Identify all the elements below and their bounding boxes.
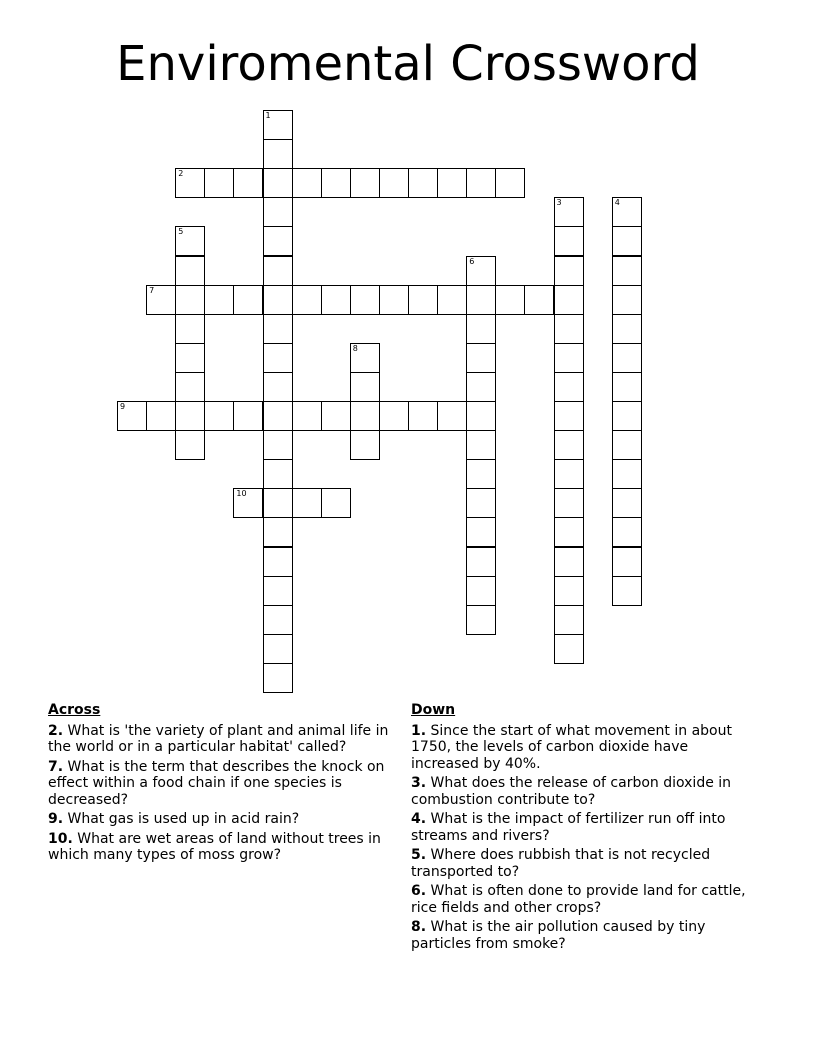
grid-cell[interactable] [466, 285, 496, 315]
grid-cell[interactable] [263, 226, 293, 256]
grid-cell[interactable] [466, 517, 496, 547]
across-clue [48, 831, 393, 864]
grid-cell[interactable] [554, 314, 584, 344]
grid-cell[interactable] [379, 401, 409, 431]
grid-cell[interactable] [612, 343, 642, 373]
grid-cell[interactable] [350, 401, 380, 431]
grid-cell[interactable] [466, 343, 496, 373]
grid-cell[interactable] [321, 401, 351, 431]
grid-cell[interactable] [175, 256, 205, 286]
clue-text: What is often done to provide land for cattle, rice fields and other crops? [411, 883, 746, 916]
grid-cell[interactable] [233, 285, 263, 315]
grid-cell[interactable] [612, 459, 642, 489]
across-clues [48, 702, 393, 867]
grid-cell[interactable] [263, 343, 293, 373]
cell-number: 2 [178, 169, 184, 179]
cell-number: 4 [614, 198, 620, 208]
grid-cell[interactable] [350, 372, 380, 402]
grid-cell[interactable] [204, 401, 234, 431]
grid-cell[interactable] [612, 401, 642, 431]
cell-number: 6 [469, 256, 475, 266]
clue-number: 10. [48, 830, 73, 847]
down-clue [411, 847, 756, 880]
clue-text: Where does rubbish that is not recycled transported to? [411, 847, 711, 880]
grid-cell[interactable] [554, 576, 584, 606]
grid-cell[interactable] [117, 401, 147, 431]
grid-cell[interactable] [612, 576, 642, 606]
grid-cell[interactable] [175, 285, 205, 315]
grid-cell[interactable] [175, 314, 205, 344]
grid-cell[interactable] [263, 663, 293, 693]
grid-cell[interactable] [350, 343, 380, 373]
grid-cell[interactable] [554, 197, 584, 227]
clue-text: Since the start of what movement in about 1750, the levels of carbon dioxide have increased by 40%. [411, 722, 732, 772]
down-clue [411, 723, 756, 773]
grid-cell[interactable] [292, 168, 322, 198]
down-clue [411, 919, 756, 952]
grid-cell[interactable] [437, 401, 467, 431]
grid-cell[interactable] [263, 168, 293, 198]
grid-cell[interactable] [554, 256, 584, 286]
grid-cell[interactable] [233, 488, 263, 518]
clue-number: 8. [411, 919, 427, 935]
grid-cell[interactable] [175, 343, 205, 373]
grid-cell[interactable] [292, 488, 322, 518]
grid-cell[interactable] [554, 430, 584, 460]
grid-cell[interactable] [466, 430, 496, 460]
grid-cell[interactable] [292, 285, 322, 315]
down-clues [411, 702, 756, 955]
grid-cell[interactable] [408, 285, 438, 315]
grid-cell[interactable] [612, 547, 642, 577]
clue-number: 9. [48, 811, 64, 827]
grid-cell[interactable] [466, 256, 496, 286]
clue-text: What is 'the variety of plant and animal life in the world or in a particular habitat' called? [48, 722, 389, 755]
grid-cell[interactable] [437, 285, 467, 315]
grid-cell[interactable] [263, 110, 293, 140]
grid-cell[interactable] [175, 401, 205, 431]
clue-number: 6. [411, 883, 427, 899]
grid-cell[interactable] [263, 285, 293, 315]
grid-cell[interactable] [612, 430, 642, 460]
grid-cell[interactable] [350, 168, 380, 198]
clue-number: 3. [411, 775, 427, 791]
cell-number: 10 [236, 489, 247, 499]
grid-cell[interactable] [350, 430, 380, 460]
grid-cell[interactable] [554, 401, 584, 431]
grid-cell[interactable] [612, 517, 642, 547]
grid-cell[interactable] [263, 634, 293, 664]
down-clue [411, 883, 756, 916]
grid-cell[interactable] [554, 517, 584, 547]
cell-number: 5 [178, 227, 184, 237]
across-clue [48, 759, 393, 809]
grid-cell[interactable] [204, 285, 234, 315]
grid-cell[interactable] [321, 285, 351, 315]
grid-cell[interactable] [612, 314, 642, 344]
down-heading: Down [411, 702, 456, 718]
grid-cell[interactable] [466, 488, 496, 518]
grid-cell[interactable] [263, 605, 293, 635]
grid-cell[interactable] [495, 285, 525, 315]
grid-cell[interactable] [350, 285, 380, 315]
grid-cell[interactable] [524, 285, 554, 315]
grid-cell[interactable] [263, 372, 293, 402]
grid-cell[interactable] [612, 197, 642, 227]
grid-cell[interactable] [321, 168, 351, 198]
page-title: Enviromental Crossword [116, 36, 700, 92]
clue-text: What is the term that describes the knock on effect within a food chain if one species is decreased? [48, 758, 385, 808]
grid-cell[interactable] [554, 605, 584, 635]
clue-number: 4. [411, 811, 427, 827]
cell-number: 9 [120, 402, 126, 411]
clue-text: What is the air pollution caused by tiny particles from smoke? [411, 919, 706, 952]
cell-number: 8 [352, 343, 358, 353]
grid-cell[interactable] [233, 401, 263, 431]
grid-cell[interactable] [263, 256, 293, 286]
grid-cell[interactable] [466, 547, 496, 577]
grid-cell[interactable] [437, 168, 467, 198]
grid-cell[interactable] [554, 634, 584, 664]
clue-text: What are wet areas of land without trees in which many types of moss grow? [48, 830, 381, 863]
grid-cell[interactable] [263, 197, 293, 227]
grid-cell[interactable] [263, 547, 293, 577]
clue-number: 5. [411, 847, 427, 863]
grid-cell[interactable] [175, 372, 205, 402]
grid-cell[interactable] [263, 459, 293, 489]
grid-cell[interactable] [175, 226, 205, 256]
grid-cell[interactable] [554, 488, 584, 518]
grid-cell[interactable] [466, 372, 496, 402]
grid-cell[interactable] [379, 168, 409, 198]
grid-cell[interactable] [379, 285, 409, 315]
down-clue [411, 775, 756, 808]
grid-cell[interactable] [175, 430, 205, 460]
grid-cell[interactable] [263, 314, 293, 344]
across-clue [48, 811, 393, 828]
clue-text: What is the impact of fertilizer run off into streams and rivers? [411, 811, 726, 844]
grid-cell[interactable] [263, 430, 293, 460]
grid-cell[interactable] [466, 401, 496, 431]
across-heading: Across [48, 702, 101, 718]
grid-cell[interactable] [466, 576, 496, 606]
grid-cell[interactable] [554, 226, 584, 256]
grid-cell[interactable] [612, 285, 642, 315]
grid-cell[interactable] [233, 168, 263, 198]
grid-cell[interactable] [321, 488, 351, 518]
grid-cell[interactable] [466, 168, 496, 198]
cell-number: 3 [556, 198, 562, 208]
clue-text: What gas is used up in acid rain? [63, 811, 300, 827]
clue-number: 1. [411, 722, 427, 739]
grid-cell[interactable] [466, 605, 496, 635]
grid-cell[interactable] [263, 488, 293, 518]
grid-cell[interactable] [263, 401, 293, 431]
cell-number: 7 [149, 285, 155, 295]
grid-cell[interactable] [263, 576, 293, 606]
grid-cell[interactable] [554, 285, 584, 315]
clue-text: What does the release of carbon dioxide in combustion contribute to? [411, 775, 732, 808]
grid-cell[interactable] [175, 168, 205, 198]
clue-number: 7. [48, 758, 64, 775]
grid-cell[interactable] [466, 459, 496, 489]
grid-cell[interactable] [612, 256, 642, 286]
grid-cell[interactable] [554, 343, 584, 373]
grid-cell[interactable] [495, 168, 525, 198]
down-clue [411, 811, 756, 844]
grid-cell[interactable] [146, 401, 176, 431]
grid-cell[interactable] [204, 168, 234, 198]
grid-cell[interactable] [612, 372, 642, 402]
grid-cell[interactable] [263, 517, 293, 547]
cell-number: 1 [265, 111, 271, 120]
clue-number: 2. [48, 722, 64, 739]
across-clue [48, 723, 393, 756]
grid-cell[interactable] [292, 401, 322, 431]
grid-cell[interactable] [408, 168, 438, 198]
grid-cell[interactable] [554, 547, 584, 577]
grid-cell[interactable] [612, 488, 642, 518]
grid-cell[interactable] [554, 459, 584, 489]
grid-cell[interactable] [612, 226, 642, 256]
grid-cell[interactable] [554, 372, 584, 402]
grid-cell[interactable] [263, 139, 293, 169]
grid-cell[interactable] [408, 401, 438, 431]
grid-cell[interactable] [146, 285, 176, 315]
grid-cell[interactable] [466, 314, 496, 344]
